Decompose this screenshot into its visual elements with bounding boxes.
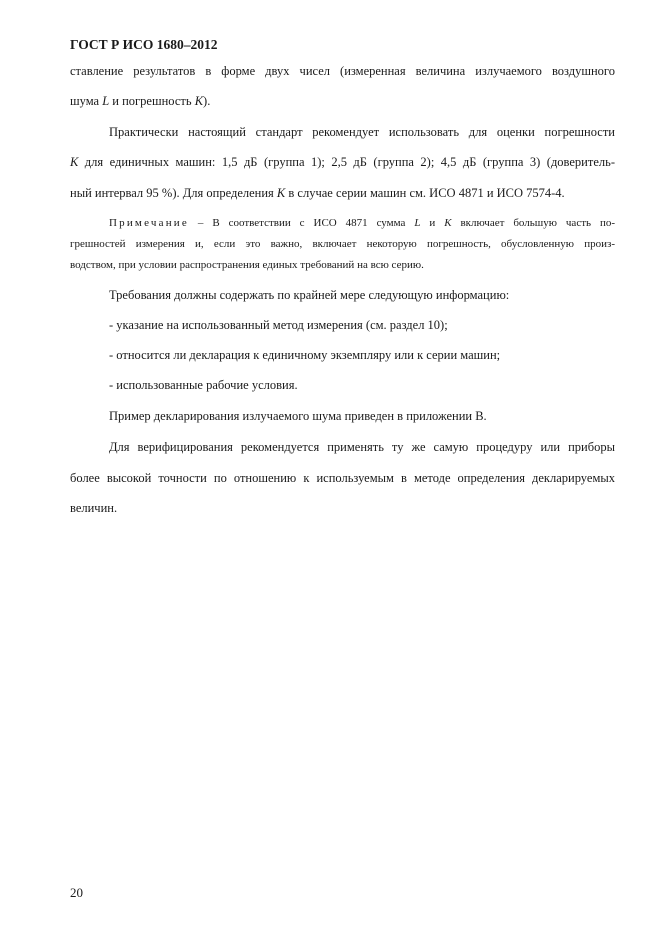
paragraph-2-line-2: K для единичных машин: 1,5 дБ (группа 1); 2,5 дБ (группа 2); 4,5 дБ (группа 3) (доверитель- bbox=[70, 155, 615, 169]
list-item: - относится ли декларация к единичному экземпляру или к серии машин; bbox=[109, 348, 501, 362]
list-item: - указание на использованный метод измерения (см. раздел 10); bbox=[109, 318, 448, 332]
paragraph-4: Пример декларирования излучаемого шума приведен в приложении В. bbox=[109, 409, 487, 423]
list-item: - использованные рабочие условия. bbox=[109, 378, 298, 392]
paragraph-1-line-1: ставление результатов в форме двух чисел (измеренная величина излучаемого воздушного bbox=[70, 64, 615, 78]
paragraph-2-line-3: ный интервал 95 %). Для определения K в случае серии машин см. ИСО 4871 и ИСО 7574-4. bbox=[70, 186, 565, 200]
paragraph-5-line-1: Для верифицирования рекомендуется применять ту же самую процедуру или приборы bbox=[109, 440, 615, 454]
page-number: 20 bbox=[70, 885, 83, 900]
note-line-1: Примечание – В соответствии с ИСО 4871 сумма L и K включает большую часть по- bbox=[109, 217, 616, 229]
note-line-2: грешностей измерения и, если это важно, включает некоторую погрешность, обусловленную произ- bbox=[70, 238, 615, 250]
paragraph-3: Требования должны содержать по крайней мере следующую информацию: bbox=[109, 288, 510, 302]
note-line-3: водством, при условии распространения единых требований на всю серию. bbox=[70, 259, 424, 271]
document-header: ГОСТ Р ИСО 1680–2012 bbox=[70, 37, 218, 52]
paragraph-5-line-3: величин. bbox=[70, 501, 118, 515]
paragraph-2-line-1: Практически настоящий стандарт рекомендует использовать для оценки погрешности bbox=[109, 125, 615, 139]
paragraph-5-line-2: более высокой точности по отношению к используемым в методе определения декларируемых bbox=[70, 471, 615, 485]
paragraph-1-line-2: шума L и погрешность K). bbox=[70, 94, 211, 108]
